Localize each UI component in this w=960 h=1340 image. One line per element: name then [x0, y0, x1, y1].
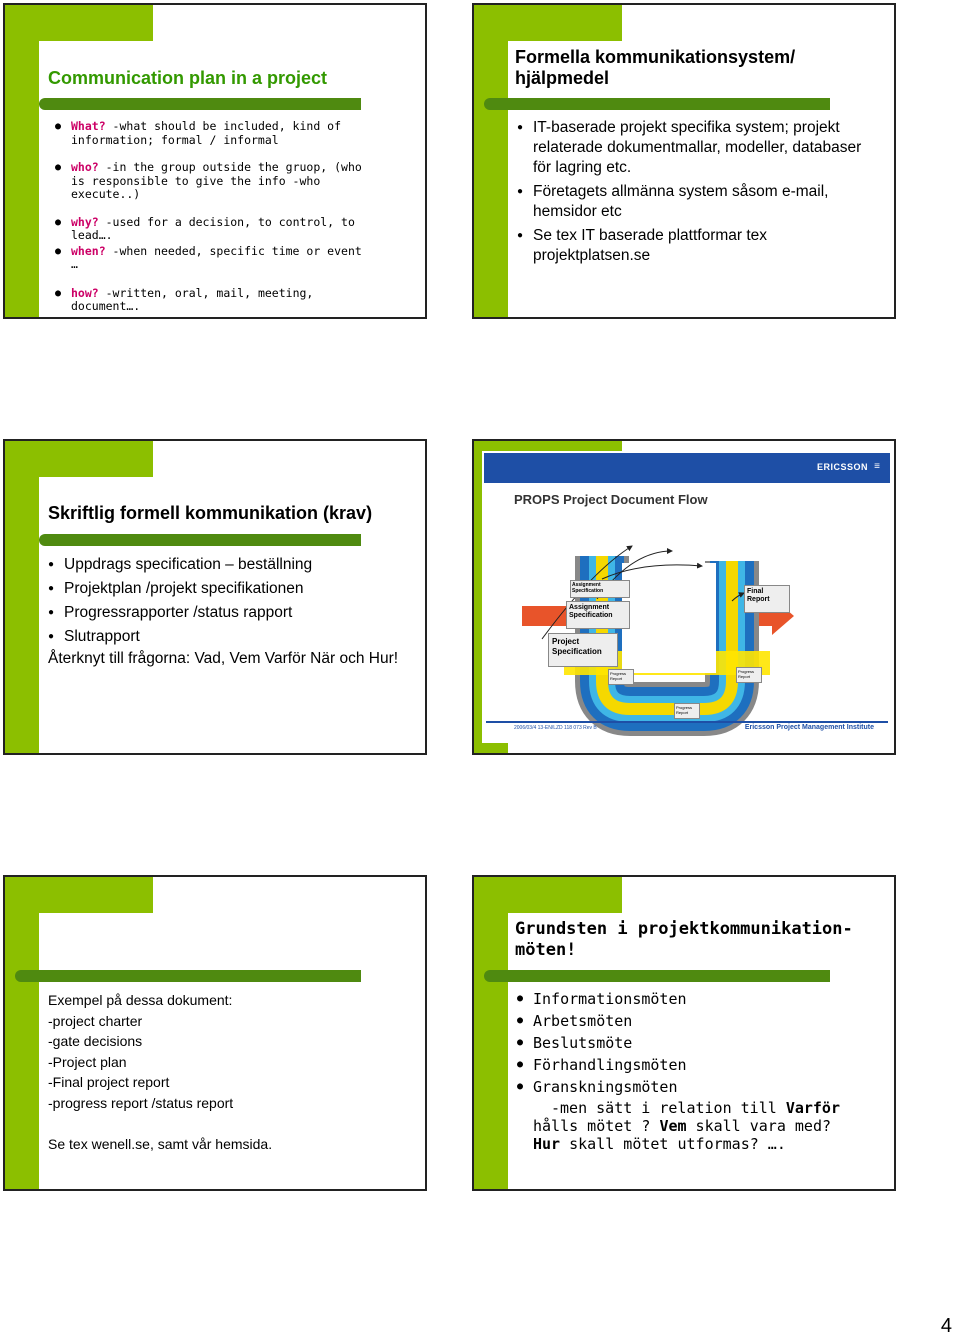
slide-title: Communication plan in a project	[48, 68, 328, 88]
list-item: ● Projektplan /projekt specifikationen	[48, 577, 408, 601]
list-item: ● Förhandlingsmöten	[517, 1054, 867, 1076]
page-number: 4	[940, 1315, 952, 1337]
bullet-list	[55, 120, 375, 314]
slide-grundsten-moten	[472, 875, 896, 1191]
list-item: ● Progressrapporter /status rapport	[48, 601, 408, 625]
meeting-questions-note: -men sätt i relation till Varför hålls mötet ? Vem skall vara med? Hur skall mötet utformas? ….	[533, 1099, 840, 1153]
title-underline-bar	[39, 98, 361, 110]
list-item: ● Informationsmöten	[517, 988, 867, 1010]
list-item: ● why? -used for a decision, to control, to lead….	[55, 216, 375, 243]
title-underline-bar	[15, 970, 361, 982]
reference-note: Se tex wenell.se, samt vår hemsida.	[48, 1135, 273, 1152]
title-underline-bar	[484, 970, 830, 982]
institute-label: Ericsson Project Management Institute	[744, 724, 874, 731]
slide-skriftlig-kommunikation	[3, 439, 427, 755]
doc-assignment-spec-small: Assignment Specification	[570, 580, 630, 598]
doc-progress-report: Progress Report	[674, 703, 700, 719]
slide-decoration	[5, 5, 39, 317]
list-item: ● Granskningsmöten	[517, 1076, 867, 1098]
list-item: ● when? -when needed, specific time or event …	[55, 245, 375, 272]
title-underline-bar	[484, 98, 830, 110]
list-item: ● IT-baserade projekt specifika system; projekt relaterade dokumentmallar, modeller, databaser för lagring etc.	[517, 118, 867, 178]
bullet-list	[517, 118, 867, 266]
list-item: ● how? -written, oral, mail, meeting, document….	[55, 287, 375, 314]
list-item: -progress report /status report	[48, 1094, 234, 1111]
diagram-image	[482, 451, 890, 743]
slide-decoration	[5, 441, 39, 753]
slide-communication-plan	[3, 3, 427, 319]
footer-line	[486, 721, 888, 723]
slide-decoration	[474, 877, 508, 1189]
bullet-list	[517, 988, 867, 1098]
list-item: -project charter	[48, 1012, 143, 1029]
list-item: ● Arbetsmöten	[517, 1010, 867, 1032]
u-flow-diagram	[482, 451, 890, 743]
slide-props-document-flow	[472, 439, 896, 755]
document-example-list	[48, 990, 272, 1154]
doc-project-spec: Project Specification	[548, 633, 618, 667]
slide-title: Skriftlig formell kommunikation (krav)	[48, 503, 373, 523]
slide-decoration	[5, 877, 39, 1189]
doc-assignment-spec: Assignment Specification	[566, 601, 630, 629]
slide-note: Återknyt till frågorna: Vad, Vem Varför När och Hur!	[48, 650, 399, 667]
title-underline-bar	[39, 534, 361, 546]
bullet-list	[48, 553, 408, 649]
slide-formella-system	[472, 3, 896, 319]
ericsson-mark-icon: ≡	[874, 461, 880, 472]
u-inner-white	[622, 563, 716, 673]
list-item: -gate decisions	[48, 1033, 143, 1050]
slide-title: Grundsten i projektkommunikation-möten!	[515, 919, 853, 960]
slide-title: Formella kommunikationsystem/ hjälpmedel	[515, 47, 796, 88]
list-item: ● Se tex IT baserade plattformar tex projektplatsen.se	[517, 226, 867, 266]
doc-number: 2006/03/4 13-EN/LZD 118 073 Rev B	[514, 725, 597, 731]
list-item: ● Slutrapport	[48, 625, 408, 649]
list-item: Exempel på dessa dokument:	[48, 992, 233, 1008]
doc-progress-report: Progress Report	[608, 669, 634, 685]
ericsson-logo: ERICSSON	[816, 462, 868, 472]
list-item: ● Uppdrags specification – beställning	[48, 553, 408, 577]
doc-final-report: Final Report	[744, 585, 790, 613]
list-item: ● Företagets allmänna system såsom e-mail, hemsidor etc	[517, 182, 867, 222]
slide-dokument-exempel	[3, 875, 427, 1191]
doc-progress-report: Progress Report	[736, 667, 762, 683]
list-item: ● Beslutsmöte	[517, 1032, 867, 1054]
list-item: -Final project report	[48, 1074, 170, 1091]
list-item: ● who? -in the group outside the gruop, (who is responsible to give the info -who execute..)	[55, 161, 375, 202]
list-item: ● What? -what should be included, kind of information; formal / informal	[55, 120, 375, 147]
slide-decoration	[474, 5, 508, 317]
list-item: -Project plan	[48, 1053, 127, 1070]
diagram-title: PROPS Project Document Flow	[514, 492, 708, 507]
